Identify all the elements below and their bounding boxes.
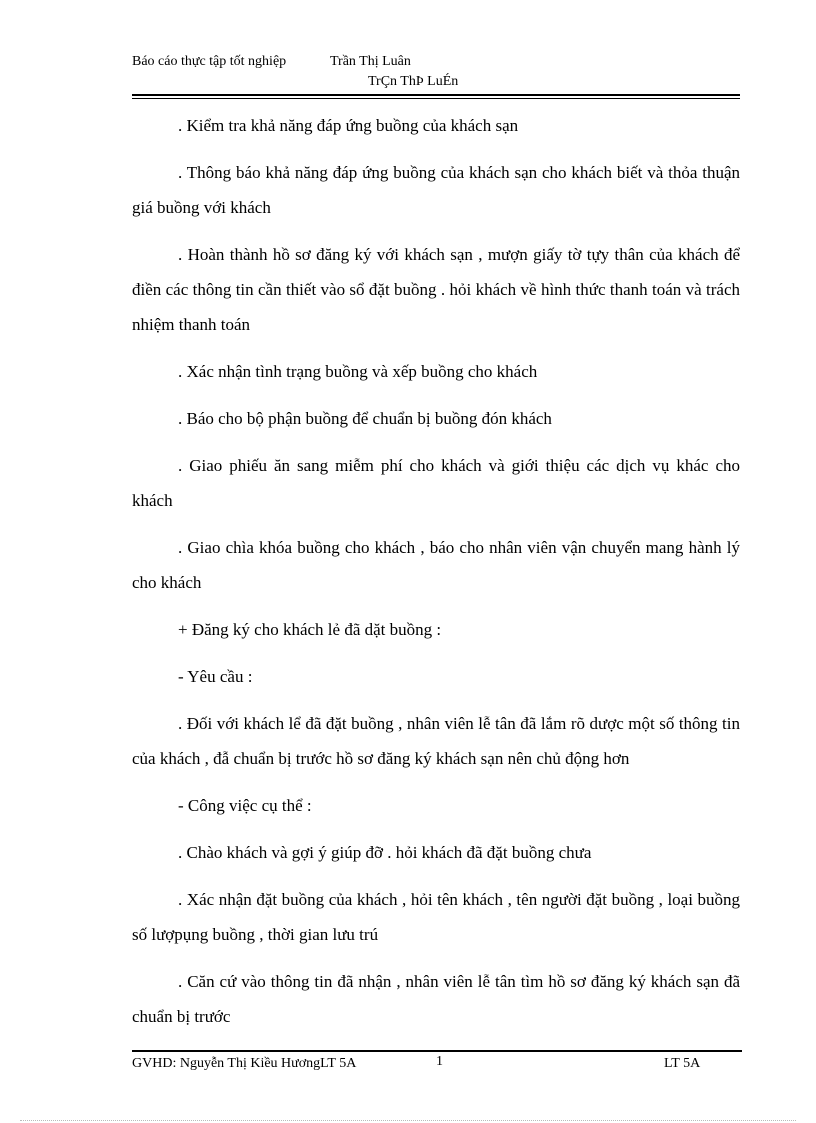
header-rule [132,94,740,96]
paragraph: - Yêu cầu : [178,667,253,686]
paragraph: - Công việc cụ thể : [178,796,312,815]
paragraph: . Hoàn thành hồ sơ đăng ký với khách sạn , mượn giấy tờ tựy thân của khách để điền các thông tin cần thiết vào sổ đặt buồng . hỏi khách về hình thức thanh toán và trách nhiệm thanh toán [132,245,740,334]
paragraph: . Báo cho bộ phận buồng để chuẩn bị buồng đón khách [178,409,552,428]
paragraph: . Thông báo khả năng đáp ứng buồng của khách sạn cho khách biết và thỏa thuận giá buồng với khách [132,163,740,217]
paragraph: . Kiểm tra khả năng đáp ứng buồng của khách sạn [178,116,519,135]
paragraph: . Xác nhận tình trạng buồng và xếp buồng cho khách [178,362,538,381]
footer-rule [132,1050,742,1052]
paragraph: . Giao chìa khóa buồng cho khách , báo cho nhân viên vận chuyển mang hành lý cho khách [132,538,740,592]
footer-page-number: 1 [436,1054,443,1069]
header-author: Trần Thị Luân [330,54,411,69]
paragraph: . Giao phiếu ăn sang miễm phí cho khách và giới thiệu các dịch vụ khác cho khách [132,456,740,510]
paragraph: . Căn cứ vào thông tin đã nhận , nhân viên lễ tân tìm hồ sơ đăng ký khách sạn đã chuẩn bị trước [132,972,740,1026]
paragraph: . Đối với khách lể đã đặt buồng , nhân viên lễ tân đã lắm rõ dược một số thông tin của khách , đẫ chuẩn bị trước hồ sơ đăng ký khách sạn nên chủ động hơn [132,714,740,768]
header-author-garbled: TrÇn ThÞ LuÉn [368,74,459,89]
header-rule-thin [132,98,740,99]
header-report-title: Báo cáo thực tập tốt nghiệp [132,54,287,69]
document-body [132,108,740,1046]
paragraph: + Đăng ký cho khách lẻ đã dặt buồng : [178,620,442,639]
paragraph: . Xác nhận đặt buồng của khách , hỏi tên khách , tên người đặt buồng , loại buồng số lượpụng buồng , thời gian lưu trú [132,890,740,944]
footer-supervisor: GVHD: Nguyễn Thị Kiều HươngLT 5A [132,1056,357,1071]
page-bottom-dotted-line [20,1120,796,1121]
footer-class: LT 5A [664,1056,701,1071]
paragraph: . Chào khách và gợi ý giúp đỡ . hỏi khách đã đặt buồng chưa [178,843,592,862]
